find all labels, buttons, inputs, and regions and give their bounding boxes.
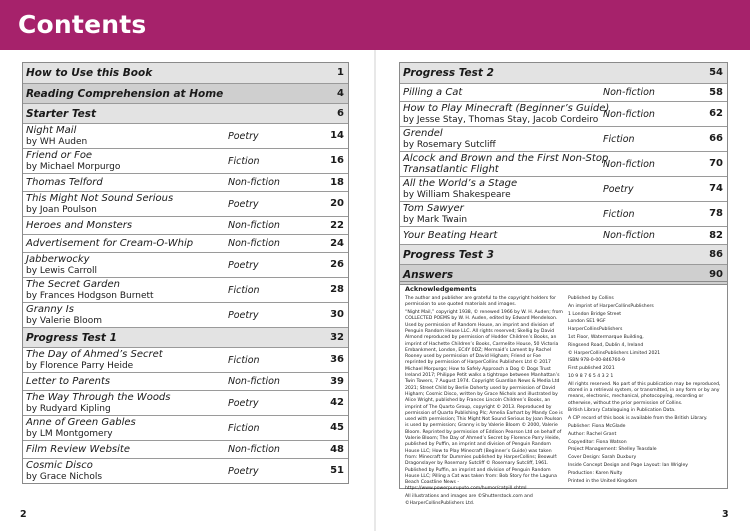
section-title: Progress Test 1	[26, 332, 117, 344]
entry-genre: Fiction	[228, 156, 260, 167]
toc-entry-row	[23, 191, 348, 216]
entry-genre: Non-fiction	[228, 444, 280, 455]
section-title: Answers	[403, 269, 454, 281]
acknowledgement-paragraph: Publisher: Fiona McGlade	[568, 424, 626, 430]
acknowledgement-paragraph: All illustrations and images are ©Shutterstock.com and ©HarperCollinsPublishers Ltd.	[405, 494, 533, 506]
toc-entry-row	[23, 234, 348, 252]
toc-section-row	[23, 83, 348, 103]
publisher-imprint-details	[568, 296, 724, 486]
page-number: 30	[330, 309, 344, 320]
acknowledgement-paragraph: The author and publisher are grateful to the copyright holders for permission to use quoted materials and images.	[405, 296, 556, 308]
page-number-right: 3	[722, 509, 729, 520]
page-number: 4	[337, 88, 344, 99]
acknowledgement-paragraph: © HarperCollinsPublishers Limited 2021	[568, 350, 661, 356]
entry-genre: Non-fiction	[603, 159, 655, 170]
entry-title: Alcock and Brown and the First Non-Stop	[403, 153, 609, 164]
page-number: 90	[709, 269, 723, 280]
page-number: 28	[330, 284, 344, 295]
entry-author: by Grace Nichols	[26, 472, 103, 482]
toc-section-row	[400, 244, 727, 264]
header-bar	[0, 0, 750, 50]
entry-title: The Secret Garden	[26, 279, 120, 290]
acknowledgement-paragraph: Printed in the United Kingdom	[568, 478, 638, 484]
page-gutter	[374, 50, 376, 531]
contents-table-right	[399, 62, 728, 285]
entry-author: by Rosemary Sutcliff	[403, 140, 496, 150]
acknowledgement-paragraph: Inside Concept Design and Page Layout: Ian Wrigley	[568, 463, 689, 469]
toc-entry-row	[400, 126, 727, 151]
entry-genre: Fiction	[603, 134, 635, 145]
page-number: 62	[709, 108, 723, 119]
page-number: 51	[330, 465, 344, 476]
toc-entry-row	[23, 277, 348, 302]
entry-title: This Might Not Sound Serious	[26, 193, 174, 204]
toc-entry-row	[23, 123, 348, 148]
entry-title: How to Play Minecraft (Beginner’s Guide)	[403, 103, 610, 114]
page-number: 16	[330, 155, 344, 166]
toc-entry-row	[400, 201, 727, 226]
section-title: Progress Test 3	[403, 249, 494, 261]
entry-title: Heroes and Monsters	[26, 220, 133, 231]
acknowledgement-paragraph: Author: Rachel Grant	[568, 431, 617, 437]
acknowledgement-paragraph: Project Management: Shelley Teasdale	[568, 447, 657, 453]
page-number: 48	[330, 444, 344, 455]
entry-title: Grendel	[403, 128, 443, 139]
toc-entry-row	[23, 372, 348, 390]
page-number: 78	[709, 208, 723, 219]
acknowledgement-paragraph: Published by Collins	[568, 296, 614, 301]
page-number-left: 2	[20, 509, 27, 520]
toc-entry-row	[400, 83, 727, 101]
section-title: Reading Comprehension at Home	[26, 88, 224, 100]
toc-entry-row	[23, 440, 348, 458]
page-number: 54	[709, 67, 723, 78]
entry-author: by Michael Morpurgo	[26, 162, 121, 172]
page-number: 1	[337, 67, 344, 78]
entry-genre: Fiction	[228, 285, 260, 296]
toc-entry-row	[23, 252, 348, 277]
acknowledgement-paragraph: 1st Floor, Watermarque Building,	[568, 334, 644, 340]
entry-title: Tom Sawyer	[403, 203, 464, 214]
entry-genre: Poetry	[228, 131, 259, 142]
section-title: Starter Test	[26, 108, 97, 120]
acknowledgement-paragraph: HarperCollinsPublishers	[568, 327, 623, 333]
entry-title-line-2: Transatlantic Flight	[403, 164, 499, 175]
page-number: 39	[330, 376, 344, 387]
acknowledgement-paragraph: 1 London Bridge Street	[568, 311, 622, 317]
section-title: How to Use this Book	[26, 67, 153, 79]
entry-author: by Joan Poulson	[26, 205, 97, 215]
toc-section-row	[400, 63, 727, 83]
entry-title: All the World’s a Stage	[403, 178, 518, 189]
entry-title: Your Beating Heart	[403, 230, 498, 241]
page-number: 66	[709, 133, 723, 144]
entry-genre: Poetry	[603, 184, 634, 195]
toc-entry-row	[23, 347, 348, 372]
entry-genre: Non-fiction	[603, 230, 655, 241]
entry-author: by Frances Hodgson Burnett	[26, 291, 154, 301]
entry-genre: Poetry	[228, 398, 259, 409]
entry-title: Cosmic Disco	[26, 460, 93, 471]
page-title: Contents	[18, 10, 147, 39]
toc-entry-row	[400, 101, 727, 126]
page-number: 36	[330, 354, 344, 365]
page-number: 24	[330, 238, 344, 249]
toc-entry-row	[23, 216, 348, 234]
page-number: 58	[709, 87, 723, 98]
toc-entry-row	[23, 302, 348, 327]
entry-genre: Poetry	[228, 260, 259, 271]
entry-author: by WH Auden	[26, 137, 88, 147]
acknowledgement-paragraph: All rights reserved. No part of this publication may be reproduced, stored in a retrieval system, or transmitted, in any form or by any means, electronic, mechanical, photocopying, recording or otherwise, without the prior permission of Collins.	[568, 381, 721, 406]
acknowledgement-paragraph: “Night Mail,” copyright 1938, © renewed 1966 by W. H. Auden; from COLLECTED POEMS by W. H. Auden, edited by Edward Mendelson. Used by permission of Random House, an imprint and division of Penguin Random House LLC. All rights reserved; Skellig by David Almond reproduced by permission of Hodder Children’s Books, an imprint of Hachette Children’s Books, Carmelite House, 50 Victoria Embankment, London, EC4Y 0DZ; Mermaid’s Lament by Rachel Rooney used by permission of David Higham; Friend or Foe reprinted by permission of HarperCollins Publishers Ltd © 2017 Michael Morpurgo; How to Safely Approach a Dog © Dogs Trust Ireland 2017; Philippe Petit walks a tightrope between Manhattan’s Twin Towers, 7 August 1974. Copyright Guardian News & Media Ltd 2021; Street Child by Berlie Doherty used by permission of David Higham; Cosmic Disco, written by Grace Nichols and illustrated by Alice Wright, published by Frances Lincoln Children’s Books, an imprint of The Quarto Group, copyright © 2013. Reproduced by permission of Quarto Publishing Plc; Amelia Earhart by Mandy Coe is used with permission; This Might Not Sound Serious by Joan Poulson is used by permission; Granny is by Valerie Bloom © 2000, Valerie Bloom. Reprinted by permission of Eddison Pearson Ltd on behalf of Valerie Bloom; The Day of Ahmed’s Secret by Florence Parry Heide, published by Puffin, an imprint and division of Penguin Random House LLC; How to Play Minecraft (Beginner’s Guide) was taken from: Minecraft for Dummies published by HarperCollins; Beowulf: Dragonslayer by Rosemary Sutcliff © Rosemary Sutcliff, 1961. Published by Puffin, an imprint and division of Penguin Random House LLC; Pilling a Cat was taken from: Bob Story for the Laguna Beach Coastline News - https://www.powerpuruputo.com/humor/catpill.shtml	[405, 310, 563, 492]
entry-genre: Non-fiction	[228, 220, 280, 231]
entry-genre: Fiction	[228, 423, 260, 434]
entry-title: Granny Is	[26, 304, 74, 315]
entry-genre: Non-fiction	[228, 177, 280, 188]
entry-genre: Poetry	[228, 310, 259, 321]
left-page	[22, 62, 349, 484]
toc-entry-row	[23, 148, 348, 173]
acknowledgement-paragraph: Ringsend Road, Dublin 4, Ireland	[568, 342, 644, 348]
page-number: 82	[709, 230, 723, 241]
acknowledgement-paragraph: Cover Design: Sarah Duxbury	[568, 455, 637, 461]
entry-author: by Florence Parry Heide	[26, 361, 134, 371]
entry-author: by William Shakespeare	[403, 190, 511, 200]
entry-title: Thomas Telford	[26, 177, 103, 188]
entry-title: The Day of Ahmed’s Secret	[26, 349, 163, 360]
entry-author: by Mark Twain	[403, 215, 468, 225]
entry-author: by Rudyard Kipling	[26, 404, 111, 414]
acknowledgement-paragraph: British Library Cataloguing in Publication Data.	[568, 408, 676, 414]
toc-section-row	[23, 63, 348, 83]
acknowledgement-paragraph: London SE1 9GF	[568, 319, 606, 325]
entry-genre: Non-fiction	[228, 238, 280, 249]
toc-entry-row	[400, 176, 727, 201]
entry-author: by Lewis Carroll	[26, 266, 98, 276]
acknowledgement-paragraph: An imprint of HarperCollinsPublishers	[568, 303, 654, 309]
page-number: 22	[330, 220, 344, 231]
entry-author: by LM Montgomery	[26, 429, 113, 439]
acknowledgement-paragraph: Copyeditor: Fiona Watson	[568, 439, 627, 445]
entry-title: Pilling a Cat	[403, 87, 463, 98]
entry-title: Advertisement for Cream-O-Whip	[26, 238, 194, 249]
acknowledgements-credits	[405, 296, 563, 508]
entry-title: Letter to Parents	[26, 376, 111, 387]
entry-title: Jabberwocky	[26, 254, 90, 265]
page-number: 26	[330, 259, 344, 270]
entry-title: Anne of Green Gables	[26, 417, 136, 428]
toc-entry-row	[23, 173, 348, 191]
toc-entry-row	[23, 458, 348, 483]
page-number: 20	[330, 198, 344, 209]
acknowledgements-box	[399, 281, 728, 506]
section-title: Progress Test 2	[403, 67, 494, 79]
entry-genre: Fiction	[603, 209, 635, 220]
acknowledgements-heading: Acknowledgements	[405, 285, 477, 293]
page-number: 42	[330, 397, 344, 408]
toc-entry-row	[23, 415, 348, 440]
right-page	[399, 62, 728, 285]
entry-genre: Non-fiction	[228, 376, 280, 387]
acknowledgement-paragraph: 10 9 8 7 6 5 4 3 2 1	[568, 373, 614, 379]
acknowledgement-paragraph: Production: Karen Nulty	[568, 470, 623, 476]
toc-entry-row	[400, 151, 727, 176]
page-number: 6	[337, 108, 344, 119]
page-number: 32	[330, 332, 344, 343]
toc-section-row	[23, 103, 348, 123]
toc-entry-row	[23, 390, 348, 415]
entry-title: The Way Through the Woods	[26, 392, 171, 403]
entry-genre: Non-fiction	[603, 109, 655, 120]
entry-author: by Jesse Stay, Thomas Stay, Jacob Cordeiro	[403, 115, 599, 125]
page-number: 14	[330, 130, 344, 141]
entry-genre: Non-fiction	[603, 87, 655, 98]
acknowledgement-paragraph: A CIP record of this book is available from the British Library.	[568, 416, 708, 422]
entry-genre: Poetry	[228, 466, 259, 477]
acknowledgement-paragraph: ISBN 978-0-00-846760-9	[568, 358, 625, 364]
page-number: 74	[709, 183, 723, 194]
contents-table-left	[22, 62, 349, 484]
entry-genre: Fiction	[228, 355, 260, 366]
toc-section-row	[23, 327, 348, 347]
entry-genre: Poetry	[228, 199, 259, 210]
acknowledgement-paragraph: First published 2021	[568, 366, 615, 372]
page-number: 86	[709, 249, 723, 260]
entry-title: Film Review Website	[26, 444, 130, 455]
toc-entry-row	[400, 226, 727, 244]
entry-title: Night Mail	[26, 125, 77, 136]
page-number: 70	[709, 158, 723, 169]
page-number: 18	[330, 177, 344, 188]
page-number: 45	[330, 422, 344, 433]
entry-title: Friend or Foe	[26, 150, 93, 161]
entry-author: by Valerie Bloom	[26, 316, 102, 326]
